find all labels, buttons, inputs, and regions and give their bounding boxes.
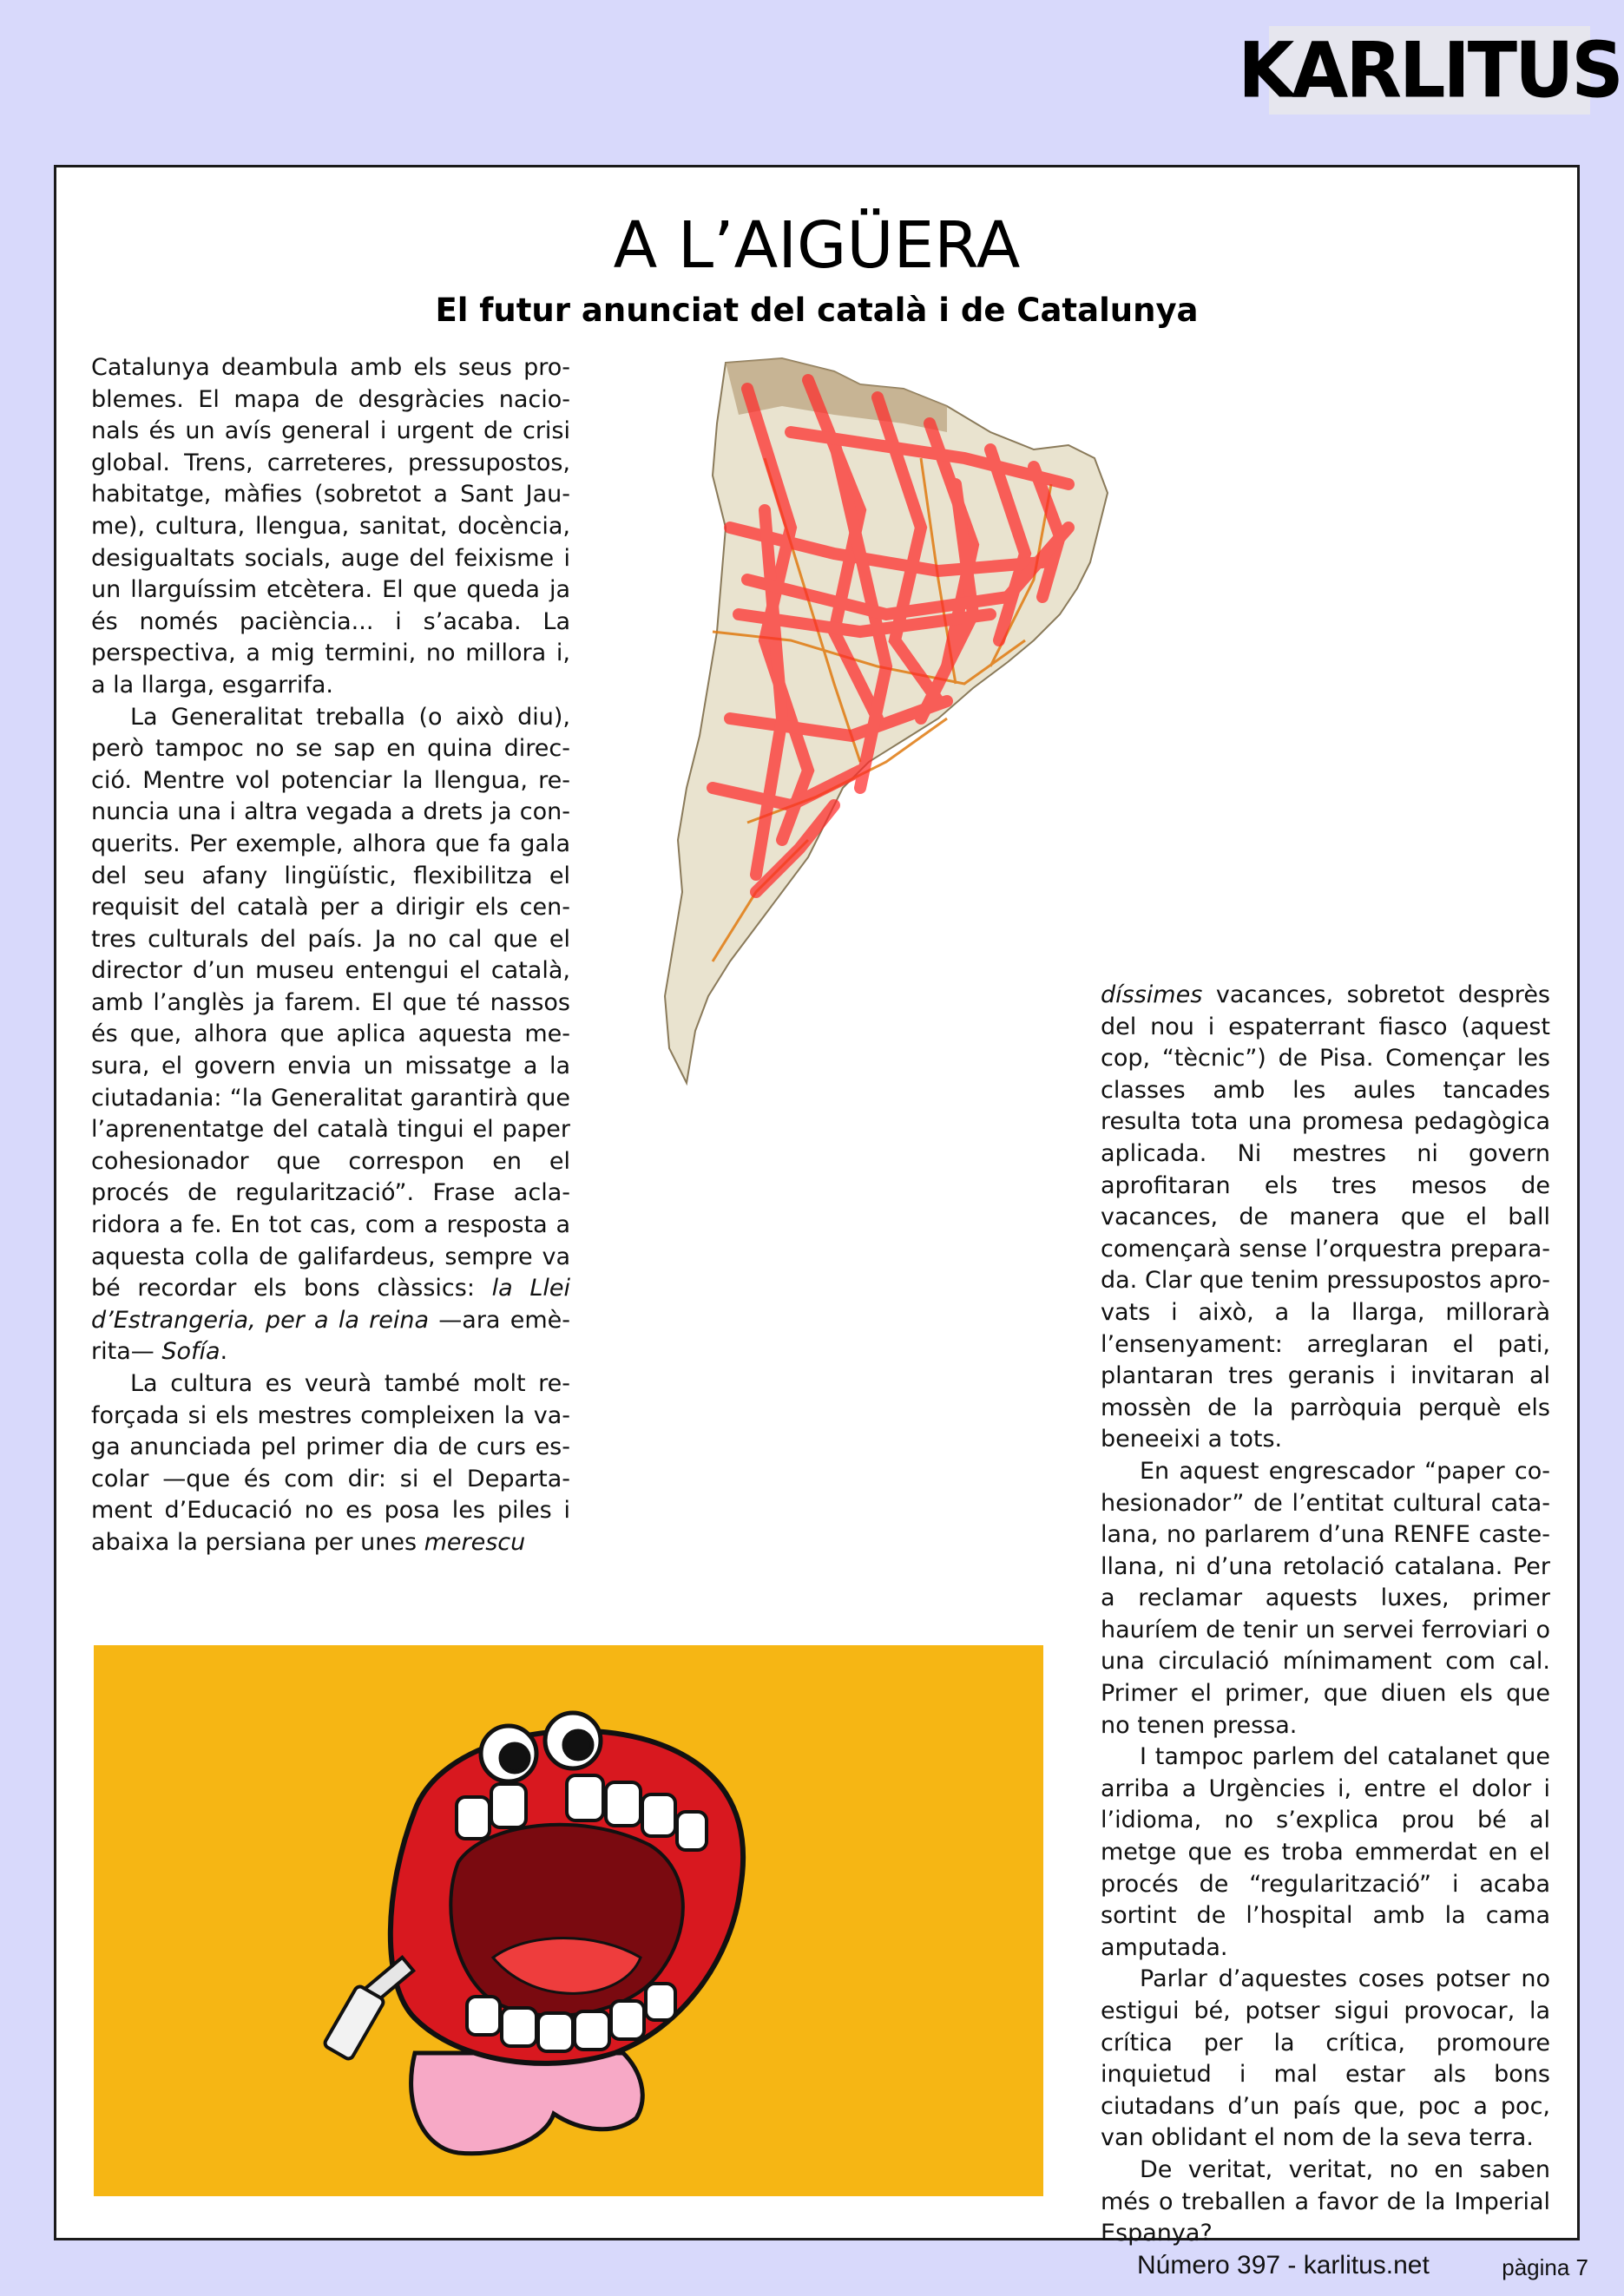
paragraph-text: La Generalitat treballa (o això diu), però tampoc no se sap en quina direcció. Mentre vol potenciar la llengua, renuncia una i altra vegada a drets ja conquerits. Per exemple, alhora que fa gala del seu afany lingüístic, flexibilitza el requisit del català per a dirigir els centres culturals del país. Ja no cal que el director d’un museu entengui el català, amb l’anglès ja farem. El que té nassos és que, alhora que aplica aquesta mesura, el govern envia un missatge a la ciutadania: “la Generalitat garantirà que l’aprenentatge del català tingui el paper cohesionador que correspon en el procés de regularització”. Frase aclaridora a fe. En tot cas, com a resposta a aquesta colla de galifardeus, sempre va bé recordar els bons clàssics: <box>91 703 570 1302</box>
article-subtitle: El futur anunciat del català i de Catalunya <box>435 292 1199 329</box>
paragraph: Parlar d’aquestes coses potser no estigui bé, potser sigui provocar, la crítica per la crítica, promoure inquietud i mal estar als bons ciutadans d’un país que, poc a poc, van oblidant el nom de la seva terra. <box>1101 1965 1550 2152</box>
paragraph <box>1101 980 1550 1456</box>
paragraph-text: La cultura es veurà també molt reforçada si els mestres compleixen la vaga anunciada pel primer dia de curs escolar —que és com dir: si el Departament d’Educació no es posa les piles i abaixa la persiana per unes <box>91 1370 570 1556</box>
text-column-left <box>91 352 570 1559</box>
masthead-logo <box>1238 25 1621 115</box>
paragraph-text: —ara emèrita— <box>91 1306 570 1366</box>
italic-text: Sofía <box>161 1338 220 1366</box>
issue-number: Número 397 - karlitus.net <box>1137 2251 1430 2280</box>
chattering-teeth-illustration <box>94 1645 1043 2196</box>
page-footer <box>1137 2244 1588 2287</box>
article-page <box>54 165 1580 2247</box>
paragraph-text: . <box>220 1338 228 1366</box>
page-number: pàgina 7 <box>1502 2254 1588 2280</box>
catalonia-map-image <box>661 354 1112 1109</box>
paragraph-text: vacances, sobretot desprès del nou i espaterrant fiasco (aquest cop, “tècnic”) de Pisa. Començar les classes amb les aules tancades resulta tota una promesa pedagògica aplicada. Ni mestres ni govern aprofitaran els tres mesos de vacances, de manera que el ball començarà sense l’orquestra preparada. Clar que tenim pressupostos aprovats i això, a la llarga, millorarà l’ensenyament: arreglaran el pati, plantaran tres geranis i invitaran al mossèn de la parròquia perquè els beneeixi a tots. <box>1101 981 1550 1453</box>
paragraph: Catalunya deambula amb els seus problemes. El mapa de desgràcies nacionals és un avís general i urgent de crisi global. Trens, carreteres, pressupostos, habitatge, màfies (sobretot a Sant Jaume), cultura, llengua, sanitat, docència, desigualtats socials, auge del feixisme i un llarguíssim etcètera. El que queda ja és només paciència... i s’acaba. La perspectiva, a mig termini, no millora i, a la llarga, esgarrifa. <box>91 354 570 699</box>
text-column-right <box>1101 980 1550 2250</box>
paragraph: I tampoc parlem del catalanet que arriba a Urgències i, entre el dolor i l’idioma, no s’explica prou bé al metge que es troba emmerdat en el procés de “regularització” i acaba sortint de l’hospital amb la cama amputada. <box>1101 1743 1550 1961</box>
paragraph: De veritat, veritat, no en saben més o treballen a favor de la Imperial Espanya? <box>1101 2155 1550 2247</box>
paragraph: En aquest engrescador “paper cohesionador” de l’entitat cultural catalana, no parlarem d’una RENFE castellana, ni d’una retolació catalana. Per a reclamar aquests luxes, primer hauríem de tenir un servei ferroviari o una circulació mínimament com cal. Primer el primer, que diuen els que no tenen pressa. <box>1101 1457 1550 1739</box>
chattering-teeth-image <box>94 1645 1043 2196</box>
paragraph <box>91 1368 570 1559</box>
logo-text: KARLITUS <box>1238 25 1621 115</box>
italic-text: merescu <box>424 1528 526 1556</box>
article-title: A L’AIGÜERA <box>613 208 1021 283</box>
italic-text: la Llei d’Estrangeria, per a la reina <box>91 1275 570 1334</box>
paragraph <box>91 702 570 1368</box>
wind-up-key <box>323 1958 413 2061</box>
feet-shape <box>411 2053 643 2154</box>
italic-text: díssimes <box>1101 981 1203 1008</box>
